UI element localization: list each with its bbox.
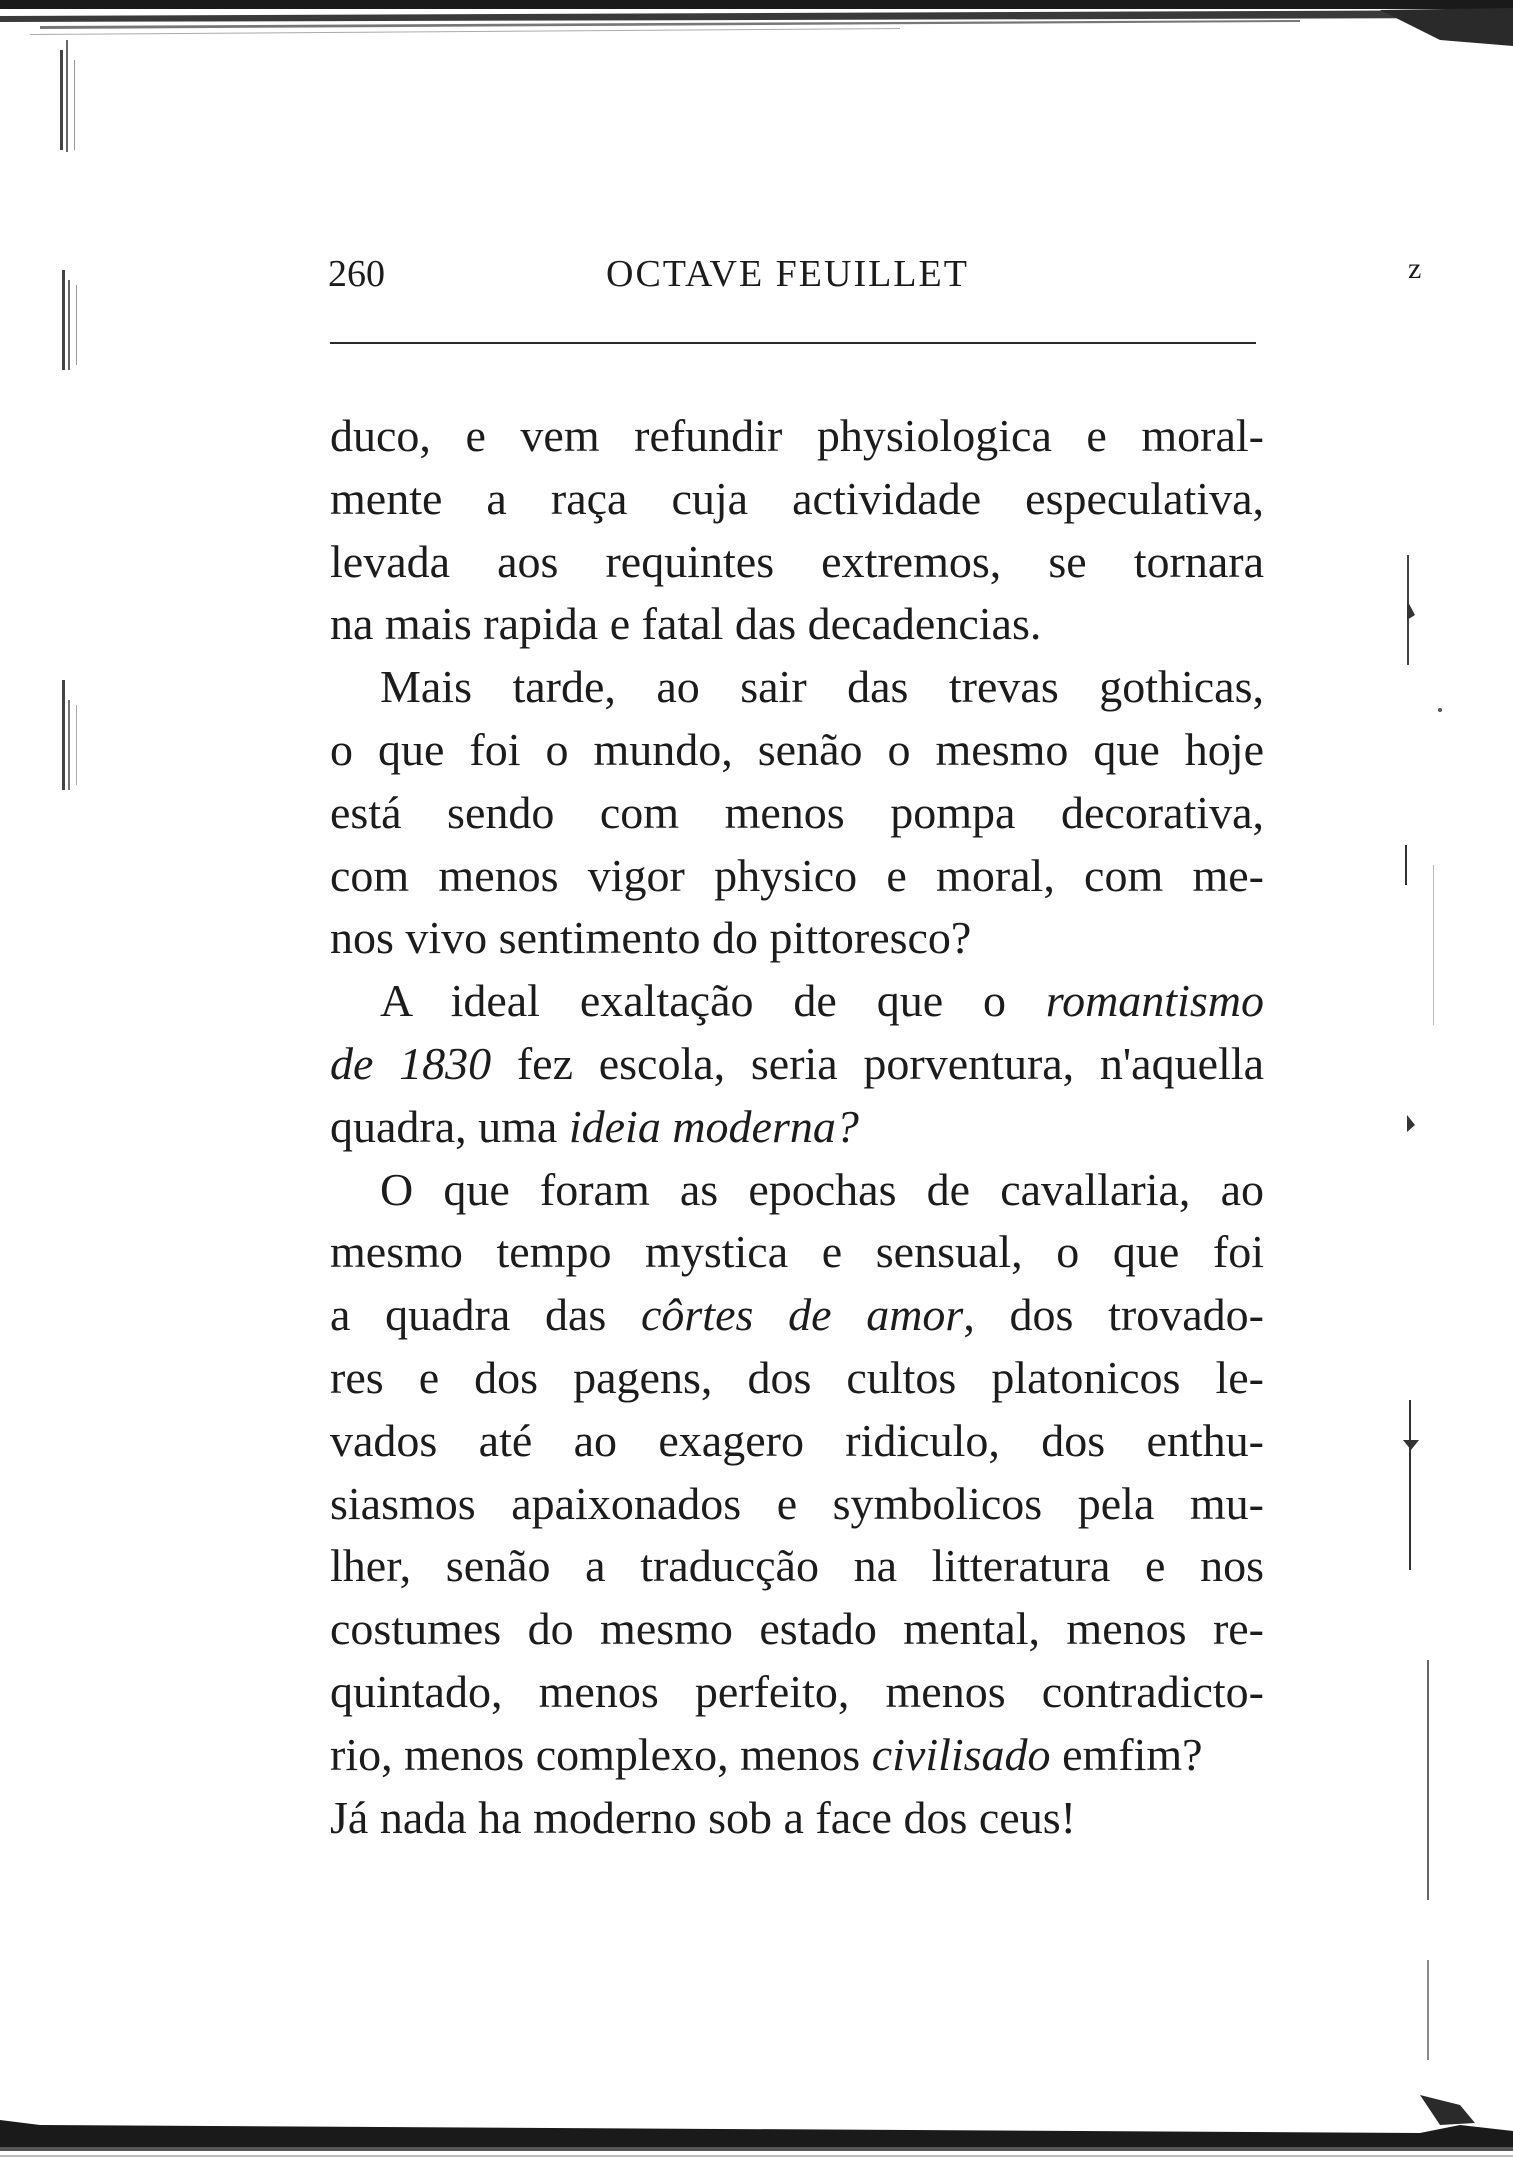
text-line: siasmos apaixonados e symbolicos pela mu- [330,1477,1264,1529]
text-run: rio, menos complexo, menos [330,1728,872,1780]
binding-marks-left [40,40,120,800]
text-line: Já nada ha moderno sob a face dos ceus! [330,1791,1076,1843]
text-run: quadra, uma [330,1100,569,1152]
text-line: com menos vigor physico e moral, com me- [330,849,1264,901]
text-line: res e dos pagens, dos cultos platonicos le- [330,1351,1264,1403]
italic-phrase: ideia moderna? [568,1100,859,1152]
text-line [330,1284,1264,1347]
text-line: nos vivo sentimento do pittoresco? [330,912,972,964]
italic-phrase: romantismo [1045,975,1264,1027]
text-line [330,1096,1264,1159]
text-line: levada aos requintes extremos, se tornara [330,535,1264,587]
page-header [328,252,1422,302]
text-line: mesmo tempo mystica e sensual, o que foi [330,1226,1264,1278]
text-line: está sendo com menos pompa decorativa, [330,786,1264,838]
text-run: fez escola, seria porventura, n'aquella [491,1037,1264,1089]
scan-top-edge [0,0,1513,62]
italic-phrase: de 1830 [330,1037,492,1089]
text-line: vados até ao exagero ridiculo, dos enthu- [330,1414,1264,1466]
text-line [330,1033,1264,1096]
scan-bottom-edge [0,2085,1513,2181]
running-head: OCTAVE FEUILLET [606,253,969,295]
text-line: O que foram as epochas de cavallaria, ao [380,1163,1264,1215]
text-line: lher, senão a traducção na litteratura e nos [330,1540,1264,1592]
body-text [330,405,1264,1849]
header-rule [330,342,1256,344]
text-line [330,1724,1264,1787]
text-run: A ideal exaltação de que o [380,975,1046,1027]
text-run: a quadra das [330,1289,641,1341]
text-run: , dos trovado- [963,1289,1264,1341]
binding-marks-right [1395,540,1485,2100]
italic-phrase: côrtes de amor [640,1289,964,1341]
text-line: duco, e vem refundir physiologica e moral- [330,410,1264,461]
text-line: o que foi o mundo, senão o mesmo que hoje [330,723,1264,775]
text-line: quintado, menos perfeito, menos contradicto- [330,1665,1264,1717]
text-line: na mais rapida e fatal das decadencias. [330,598,1042,650]
page-number: 260 [328,253,385,295]
margin-mark: z [1408,252,1422,285]
text-run: emfim? [1050,1728,1203,1780]
text-line [330,970,1264,1033]
italic-phrase: civilisado [871,1728,1051,1780]
text-line: costumes do mesmo estado mental, menos re- [330,1603,1264,1655]
text-line: Mais tarde, ao sair das trevas gothicas, [380,661,1264,713]
text-line: mente a raça cuja actividade especulativa, [330,472,1264,524]
